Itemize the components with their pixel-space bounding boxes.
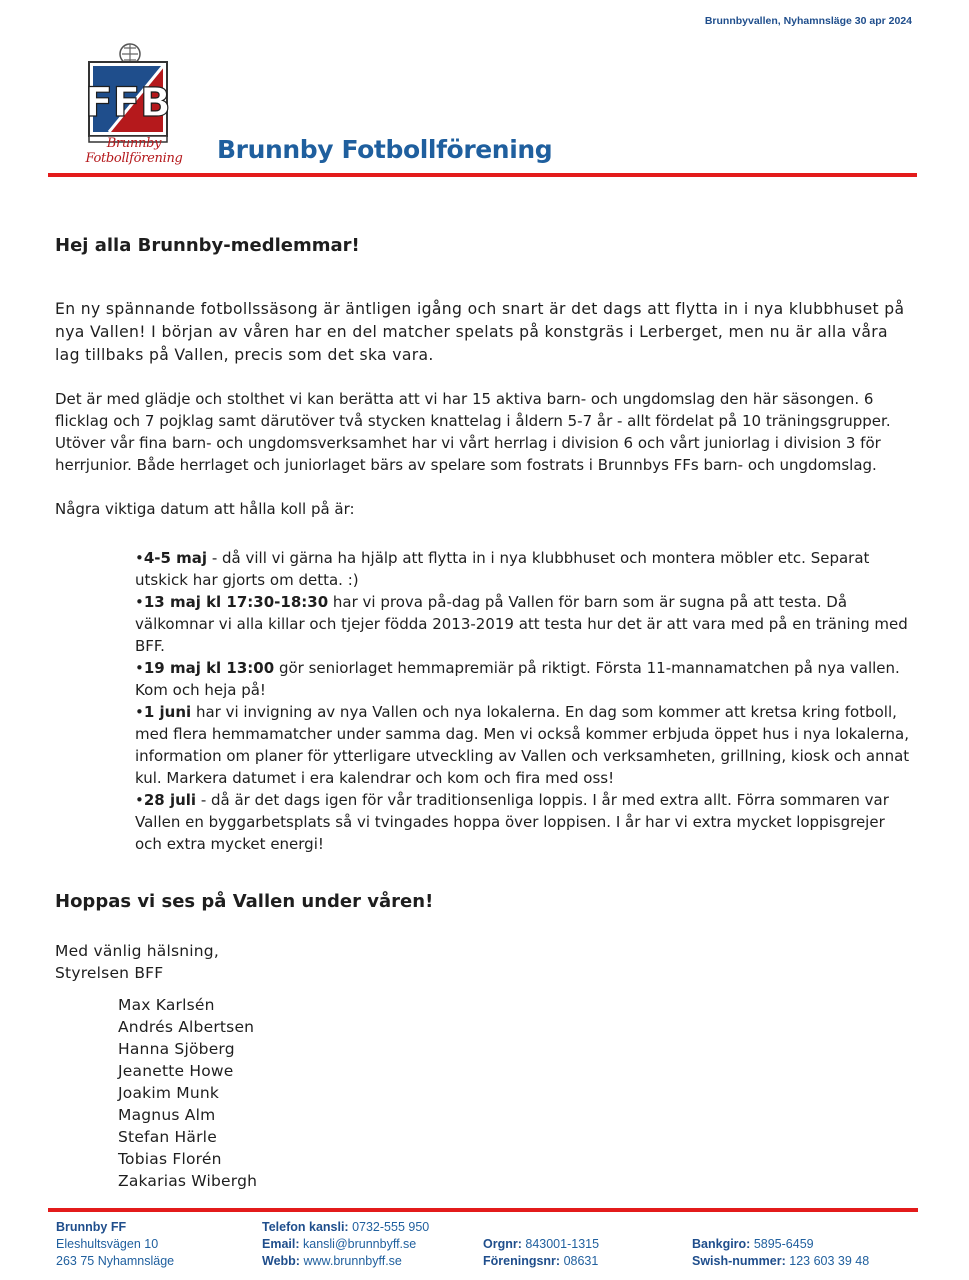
regards-text: Med vänlig hälsning, (55, 942, 219, 960)
bullet: • (135, 593, 144, 611)
bankgiro-value: 5895-6459 (753, 1237, 814, 1251)
web-label: Webb: (262, 1254, 300, 1268)
list-item (135, 547, 915, 591)
swish-label: Swish-nummer: (692, 1254, 786, 1268)
dates-list (135, 547, 915, 855)
phone-value: 0732-555 950 (352, 1220, 430, 1234)
list-item (135, 789, 915, 855)
club-title: Brunnby Fotbollförening (217, 135, 553, 164)
board-member: Stefan Härle (118, 1128, 217, 1146)
email-link[interactable]: kansli@brunnbyff.se (303, 1237, 417, 1251)
board-member: Jeanette Howe (118, 1062, 234, 1080)
bullet: • (135, 703, 144, 721)
list-item (135, 657, 915, 701)
footer-address (56, 1219, 174, 1270)
board-member: Joakim Munk (118, 1084, 220, 1102)
date-text: har vi invigning av nya Vallen och nya lokalerna. En dag som kommer att kretsa kring fotboll, med flera hemmamatcher under samma dag. Men vi också kommer erbjuda öppet hus i nya lokalerna, information om planer för ytterligare utveckling av Vallen och verksamheten, grillning, kiosk och annat kul. Markera datumet i era kalendrar och kom och fira med oss! (135, 703, 910, 787)
teams-paragraph (55, 388, 915, 476)
dateline: Brunnbyvallen, Nyhamnsläge 30 apr 2024 (704, 15, 912, 27)
dates-intro: Några viktiga datum att hålla koll på är: (55, 500, 355, 518)
board-member: Zakarias Wibergh (118, 1172, 258, 1190)
footer-registration (483, 1236, 599, 1270)
date-label: 28 juli (143, 791, 197, 809)
club-crest-icon (64, 38, 204, 148)
web-link[interactable]: www.brunnbyff.se (303, 1254, 402, 1268)
logo-script-text: Brunnby Fotbollförening (85, 136, 183, 166)
org-name: Brunnby FF (56, 1220, 127, 1234)
board-member: Max Karlsén (118, 996, 215, 1014)
date-text: - då vill vi gärna ha hjälp att flytta in i nya klubbhuset och montera möbler etc. Separat utskick har gjorts om detta. :) (135, 549, 870, 589)
board-member: Tobias Florén (118, 1150, 222, 1168)
svg-text:FFB: FFB (85, 80, 171, 126)
footer-contact (262, 1219, 429, 1270)
phone-label: Telefon kansli: (262, 1220, 349, 1234)
street-address: Eleshultsvägen 10 (56, 1237, 159, 1251)
postal-address: 263 75 Nyhamnsläge (56, 1254, 175, 1268)
board-members (118, 994, 915, 1192)
date-text: - då är det dags igen för vår traditionsenliga loppis. I år med extra allt. Förra sommaren var Vallen en byggarbetsplats så vi tvingades hoppa över loppisen. I år har vi extra mycket loppisgrejer och extra mycket energi! (135, 791, 889, 853)
board-member: Andrés Albertsen (118, 1018, 255, 1036)
bullet: • (135, 549, 144, 567)
bullet: • (135, 659, 144, 677)
date-label: 13 maj kl 17:30-18:30 (143, 593, 329, 611)
list-item (135, 591, 915, 657)
closing-heading: Hoppas vi ses på Vallen under våren! (55, 891, 434, 912)
club-logo (64, 38, 204, 168)
date-label: 4-5 maj (143, 549, 208, 567)
intro-paragraph: En ny spännande fotbollssäsong är äntligen igång och snart är det dags att flytta in i nya klubbhuset på nya Vallen! I början av våren har en del matcher spelats på konstgräs i Lerberget, men nu är alla våra lag tillbaks på Vallen, precis som det ska vara. (55, 300, 905, 364)
date-text: har vi prova på-dag på Vallen för barn som är sugna på att testa. Då välkomnar vi alla killar och tjejer födda 2013-2019 att testa hur det är att vara med på en träning med BFF. (135, 593, 908, 655)
greeting-heading: Hej alla Brunnby-medlemmar! (55, 235, 360, 256)
teams-paragraph-line1: Det är med glädje och stolthet vi kan berätta att vi har 15 aktiva barn- och ungdomslag den här säsongen. 6 flicklag och 7 pojklag samt därutöver två stycken knattelag i åldern 5-7 år - allt fördelat på 10 träningsgrupper. (55, 390, 891, 430)
footer-payment (692, 1236, 869, 1270)
list-item (135, 701, 915, 789)
signed-by: Styrelsen BFF (55, 964, 164, 982)
email-label: Email: (262, 1237, 300, 1251)
date-text: gör seniorlaget hemmapremiär på riktigt. Första 11-mannamatchen på nya vallen. Kom och heja på! (135, 659, 900, 699)
footer-divider (48, 1208, 918, 1212)
foreningsnr-label: Föreningsnr: (483, 1254, 561, 1268)
date-label: 19 maj kl 13:00 (143, 659, 275, 677)
signoff (55, 940, 915, 984)
swish-value: 123 603 39 48 (789, 1254, 870, 1268)
orgnr-value: 843001-1315 (525, 1237, 600, 1251)
orgnr-label: Orgnr: (483, 1237, 522, 1251)
bullet: • (135, 791, 144, 809)
foreningsnr-value: 08631 (563, 1254, 599, 1268)
header-divider (48, 173, 917, 177)
board-member: Magnus Alm (118, 1106, 216, 1124)
board-member: Hanna Sjöberg (118, 1040, 235, 1058)
bankgiro-label: Bankgiro: (692, 1237, 751, 1251)
teams-paragraph-line2: Utöver vår fina barn- och ungdomsverksamhet har vi vårt herrlag i division 6 och vårt juniorlag i division 3 för herrjunior. Både herrlaget och juniorlaget bärs av spelare som fostrats i Brunnbys FFs barn- och ungdomslag. (55, 434, 881, 474)
letter-body (55, 234, 915, 1192)
date-label: 1 juni (143, 703, 192, 721)
